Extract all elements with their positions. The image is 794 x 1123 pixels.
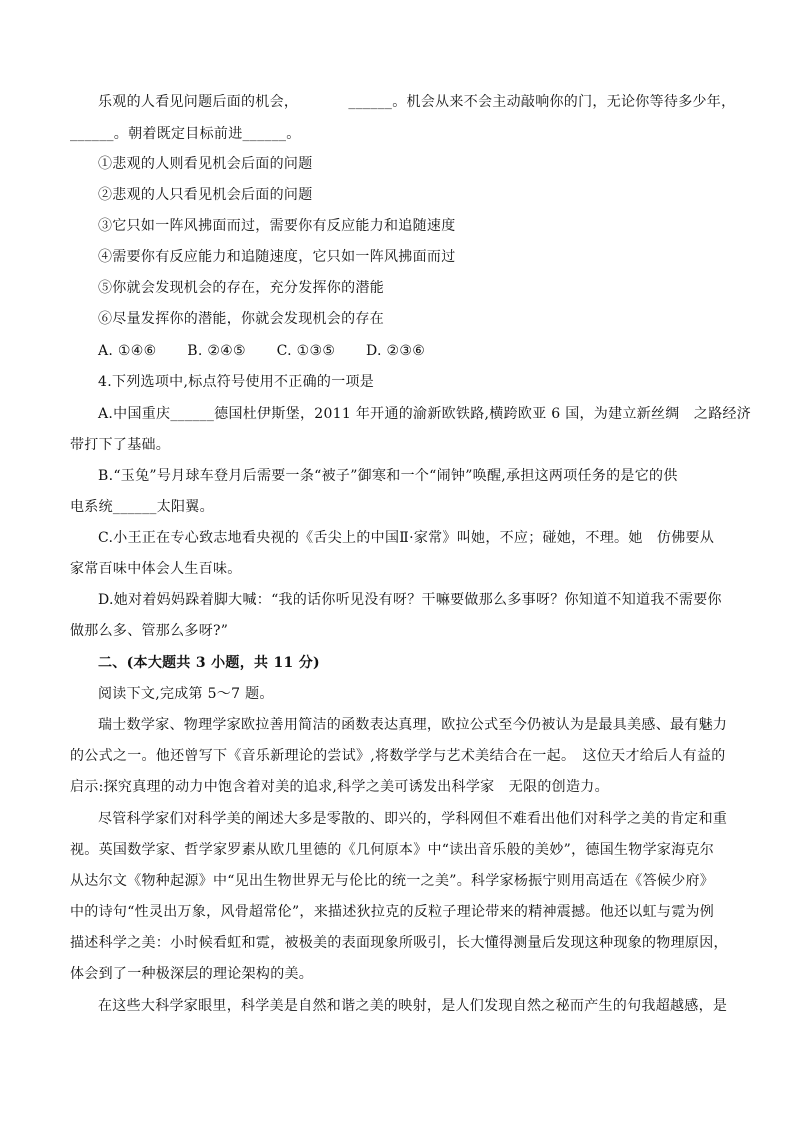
q4-option-d-line1: D.她对着妈妈跺着脚大喊：“我的话你听见没有呀？干嘛要做那么多事呀？你知道不知道我不需要你 xyxy=(98,592,722,608)
choice-item-1: ①悲观的人则看见机会后面的问题 xyxy=(98,156,313,172)
passage-p2-line5: 描述科学之美：小时候看虹和霓，被极美的表面现象所吸引，长大懂得测量后发现这种现象的物理原因， xyxy=(70,935,728,951)
question-blank-sentence: 乐观的人看见问题后面的机会， ______。机会从来不会主动敲响你的门，无论你等待多少年， xyxy=(98,94,736,110)
passage-p1-line2: 的公式之一。他还曾写下《音乐新理论的尝试》,将数学学与艺术美结合在一起。 这位天才给后人有益的 xyxy=(70,748,726,764)
q4-option-a-line2: 带打下了基础。 xyxy=(70,437,171,453)
reading-instruction: 阅读下文,完成第 5～7 题。 xyxy=(98,686,274,702)
q4-option-c-line1: C.小王正在专心致志地看央视的《舌尖上的中国Ⅱ·家常》叫她，不应；碰她，不理。她 仿佛要从 xyxy=(98,530,715,546)
section-two-heading: 二、(本大题共 3 小题，共 11 分) xyxy=(98,655,320,671)
option-a: A. ①④⑥ xyxy=(98,343,157,359)
passage-p2-line4: 中的诗句“性灵出万象，风骨超常伦”，来描述狄拉克的反粒子理论带来的精神震撼。他还以虹与霓为例 xyxy=(70,904,715,920)
choice-item-5: ⑤你就会发现机会的存在，充分发挥你的潜能 xyxy=(98,280,384,296)
passage-p2-line1: 尽管科学家们对科学美的阐述大多是零散的、即兴的，学科网但不难看出他们对科学之美的肯定和重 xyxy=(98,811,728,827)
option-c: C. ①③⑤ xyxy=(276,343,336,359)
option-b: B. ②④⑤ xyxy=(187,343,246,359)
option-d: D. ②③⑥ xyxy=(366,343,426,359)
choice-item-2: ②悲观的人只看见机会后面的问题 xyxy=(98,187,313,203)
passage-p1-line1: 瑞士数学家、物理学家欧拉善用简洁的函数表达真理，欧拉公式至今仍被认为是最具美感、最有魅力 xyxy=(98,717,728,733)
passage-p2-line2: 视。英国数学家、哲学家罗素从欧几里德的《几何原本》中“读出音乐般的美妙”，德国生物学家海克尔 xyxy=(70,842,715,858)
q4-option-a-line1: A.中国重庆______德国杜伊斯堡，2011 年开通的渝新欧铁路,横跨欧亚 6 国，为建立新丝绸 之路经济 xyxy=(98,406,752,422)
q4-option-c-line2: 家常百味中体会人生百味。 xyxy=(70,561,242,577)
answer-options xyxy=(98,341,451,361)
question-4-title: 4.下列选项中,标点符号使用不正确的一项是 xyxy=(98,374,375,390)
passage-p3-line1: 在这些大科学家眼里，科学美是自然和谐之美的映射，是人们发现自然之秘而产生的句我超越感，是 xyxy=(98,998,728,1014)
q4-option-b-line2: 电系统______太阳翼。 xyxy=(70,499,214,515)
passage-p1-line3: 启示:探究真理的动力中饱含着对美的追求,科学之美可诱发出科学家 无限的创造力。 xyxy=(70,779,609,795)
choice-item-6: ⑥尽量发挥你的潜能，你就会发现机会的存在 xyxy=(98,311,384,327)
choice-item-3: ③它只如一阵风拂面而过，需要你有反应能力和追随速度 xyxy=(98,218,456,234)
passage-p2-line3: 从达尔文《物种起源》中“见出生物世界无与伦比的统一之美”。科学家杨振宁则用高适在《答候少府》 xyxy=(70,873,715,889)
question-blank-sentence-cont: ______。朝着既定目标前进______。 xyxy=(70,126,301,142)
choice-item-4: ④需要你有反应能力和追随速度，它只如一阵风拂面而过 xyxy=(98,249,456,265)
q4-option-d-line2: 做那么多、管那么多呀?” xyxy=(70,623,229,639)
q4-option-b-line1: B.“玉兔”号月球车登月后需要一条“被子”御寒和一个“闹钟”唤醒,承担这两项任务的是它的供 xyxy=(98,468,678,484)
passage-p2-line6: 体会到了一种极深层的理论架构的美。 xyxy=(70,966,314,982)
